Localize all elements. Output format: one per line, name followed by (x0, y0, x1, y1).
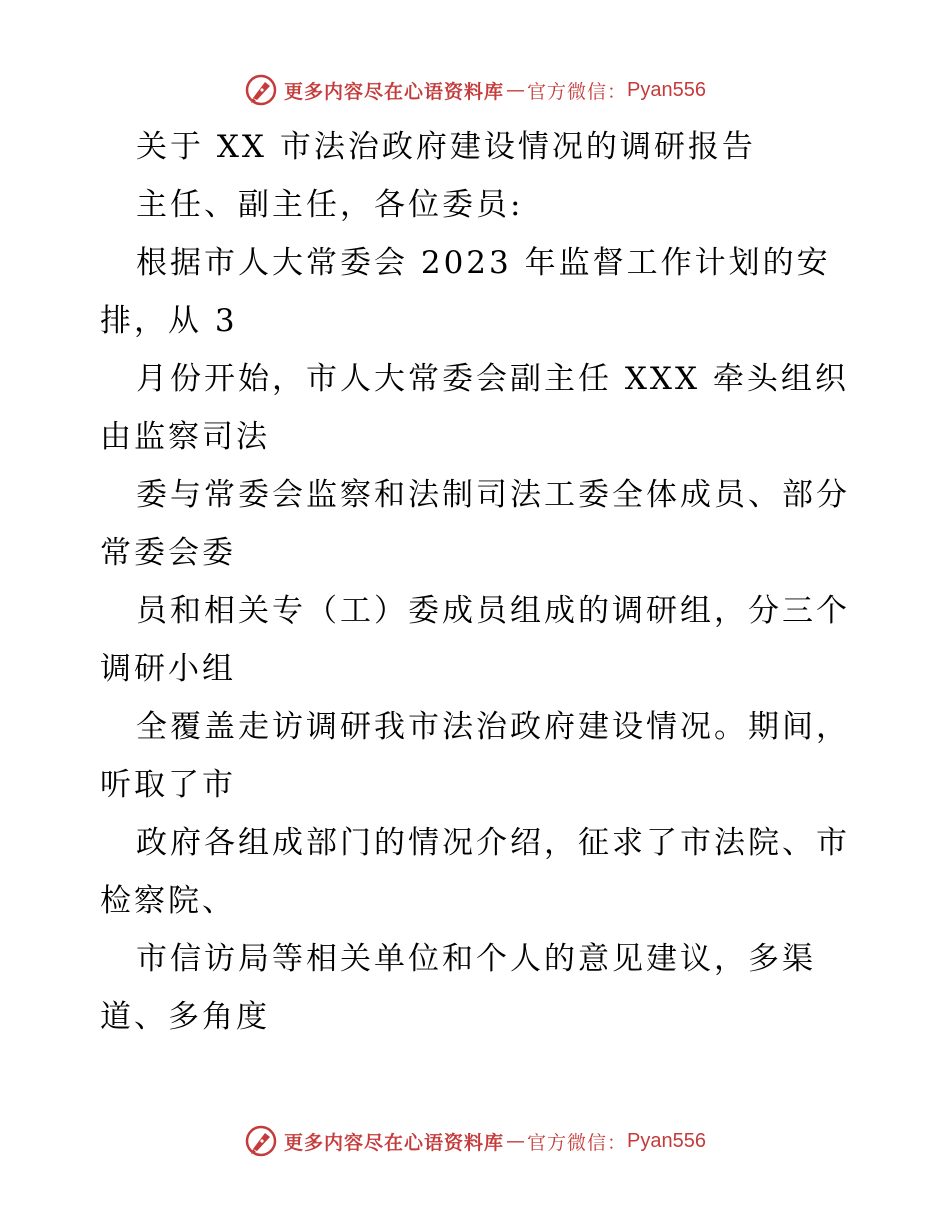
header-watermark (0, 70, 950, 110)
body-line: 委与常委会监察和法制司法工委全体成员、部分 (136, 477, 850, 513)
body-line: 全覆盖走访调研我市法治政府建设情况。期间， (136, 709, 850, 745)
watermark-separator: — (506, 1130, 526, 1152)
footer-watermark (0, 1121, 950, 1161)
watermark-brand: 更多内容尽在心语资料库 (284, 80, 505, 103)
body-line: 政府各组成部门的情况介绍，征求了市法院、市 (136, 825, 850, 861)
watermark-official-label: 官方微信： (527, 80, 628, 103)
body-line: 调研小组 (100, 651, 236, 687)
body-line: 常委会委 (100, 535, 236, 571)
body-line: 员和相关专（工）委成员组成的调研组，分三个 (136, 593, 850, 629)
body-line: 市信访局等相关单位和个人的意见建议，多渠 (136, 941, 816, 977)
body-line: 根据市人大常委会 2023 年监督工作计划的安 (136, 245, 831, 281)
watermark-official-label: 官方微信： (527, 1131, 628, 1154)
document-body (100, 118, 870, 1046)
body-line: 检察院、 (100, 883, 236, 919)
pen-nib-logo-icon (244, 73, 278, 107)
body-line: 排，从 3 (100, 303, 238, 339)
body-line: 由监察司法 (100, 419, 270, 455)
watermark-brand: 更多内容尽在心语资料库 (284, 1131, 505, 1154)
watermark-separator: — (506, 79, 526, 101)
salutation: 主任、副主任，各位委员: (136, 187, 524, 223)
watermark-wechat-id: Pyan556 (627, 1129, 706, 1152)
document-title: 关于 XX 市法治政府建设情况的调研报告 (136, 129, 756, 165)
pen-nib-logo-icon (244, 1124, 278, 1158)
body-line: 月份开始，市人大常委会副主任 XXX 牵头组织 (136, 361, 849, 397)
body-line: 道、多角度 (100, 999, 270, 1035)
body-line: 听取了市 (100, 767, 236, 803)
watermark-wechat-id: Pyan556 (627, 78, 706, 101)
